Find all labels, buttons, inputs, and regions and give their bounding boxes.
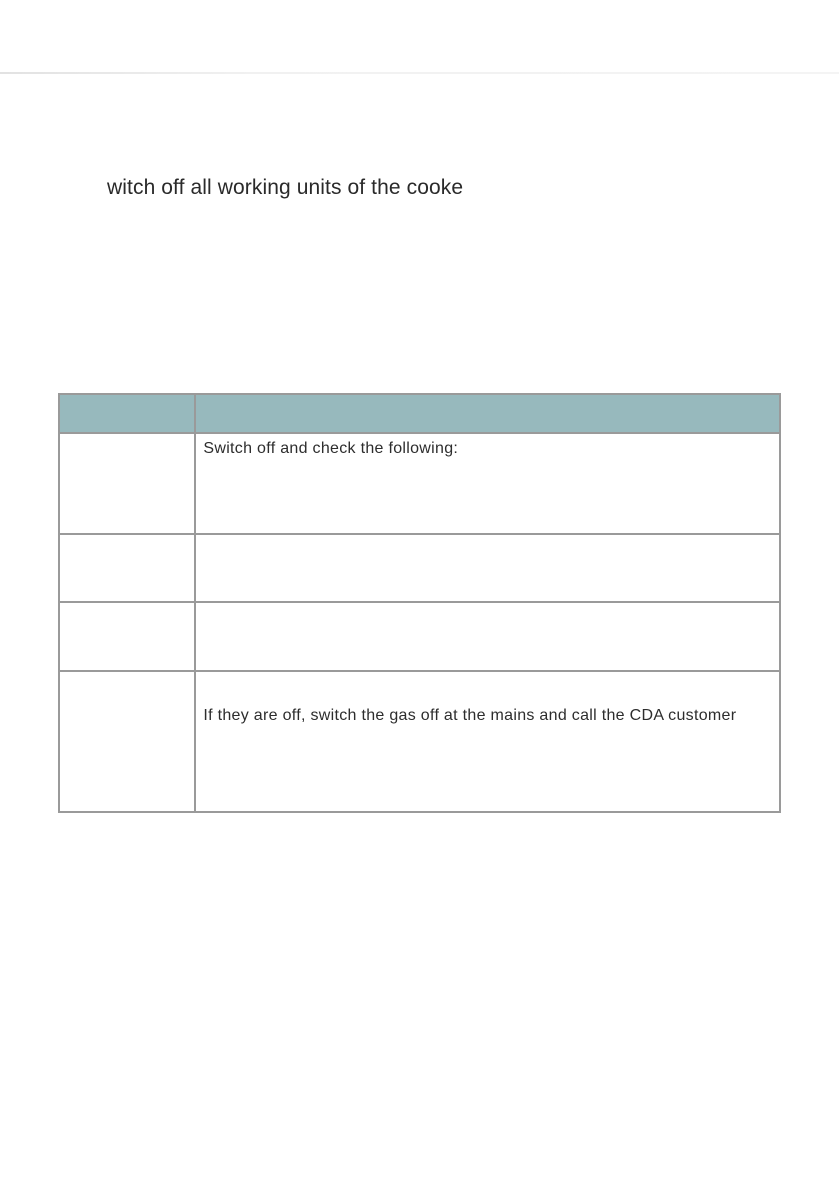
table-cell-cause — [59, 602, 195, 671]
table-cell-remedy — [195, 602, 780, 671]
table-row — [59, 602, 780, 671]
table-row — [59, 534, 780, 602]
table-row — [59, 433, 780, 534]
remedy-text: If they are off, switch the gas off at the mains and call the CDA customer — [203, 707, 737, 724]
cause-text — [60, 672, 194, 707]
table-row — [59, 671, 780, 812]
table-cell-remedy — [195, 671, 780, 812]
instruction-text: witch off all working units of the cooke — [107, 176, 464, 199]
troubleshooting-table — [58, 393, 781, 813]
table-header-cell-remedy — [195, 394, 780, 433]
table-header-cell-cause — [59, 394, 195, 433]
table-cell-cause — [59, 671, 195, 812]
table-cell-cause — [59, 433, 195, 534]
table-cell-remedy — [195, 534, 780, 602]
table-header-row — [59, 394, 780, 433]
table-cell-cause — [59, 534, 195, 602]
cause-text — [60, 434, 194, 440]
remedy-text: Switch off and check the following: — [203, 440, 459, 457]
table-cell-remedy — [195, 433, 780, 534]
header-divider — [0, 72, 839, 74]
